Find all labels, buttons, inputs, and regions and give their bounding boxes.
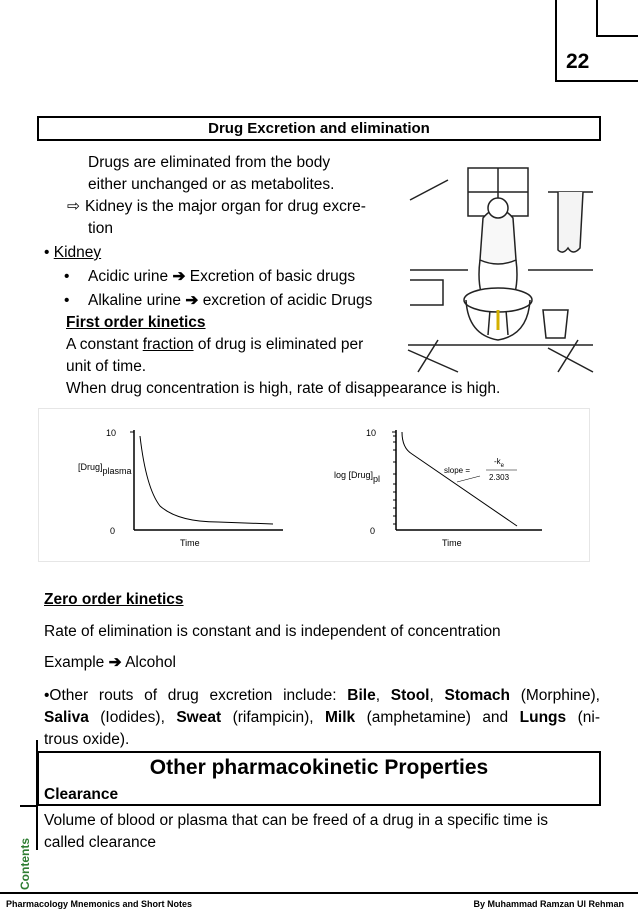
zero-order-line-1: Rate of elimination is constant and is independent of concentration [44,623,501,640]
intro-line-1: Drugs are eliminated from the body [88,154,331,171]
bullet-icon: • [64,292,70,309]
y-top-label: 10 [106,428,117,438]
zero-order-example: Example ➔ Alcohol [44,654,176,671]
first-order-heading: First order kinetics [66,314,206,331]
kidney-bullet-2: • Alkaline urine ➔ excretion of acidic Drugs [64,290,372,312]
slope-numerator: $-k_e$ [494,457,505,469]
right-arrow-outline-icon: ⇨ [67,198,80,215]
intro-line-2: either unchanged or as metabolites. [88,176,335,193]
page-number-frame [555,0,557,82]
footer-rule [0,892,638,894]
x-axis-label: Time [442,538,462,548]
slope-label: slope = [444,466,471,475]
page-number-frame-bottom [555,80,638,82]
footer-left-text: Pharmacology Mnemonics and Short Notes [6,899,193,909]
first-order-plasma-graph [68,418,308,558]
clearance-heading: Clearance [44,786,119,803]
first-order-line-1: A constant fraction of drug is eliminated per [66,336,364,353]
bold-right-arrow-icon: ➔ [185,292,199,309]
kidney-bullet-1: • Acidic urine ➔ Excretion of basic drugs [64,266,355,288]
first-order-line-2: unit of time. [66,358,147,375]
bullet-dot-icon: • [44,244,54,261]
clearance-line-1: Volume of blood or plasma that can be freed of a drug in a specific time is [44,812,549,829]
bullet-icon: • [64,268,70,285]
other-routes-line-3: trous oxide). [44,731,130,748]
clearance-line-2: called clearance [44,834,157,851]
toilet-cartoon-illustration [398,160,598,378]
first-order-line-3: When drug concentration is high, rate of disappearance is high. [66,380,501,397]
pk-section-title: Other pharmacokinetic Properties [149,756,489,779]
other-routes-line-1: •Other routs of drug excretion include: Bile, Stool, Stomach (Morphine), [44,687,600,704]
intro-arrow-line: ⇨ Kidney is the major organ for drug excre- [67,196,366,218]
y-top-label: 10 [366,428,377,438]
slope-guide [457,476,480,482]
y-axis-label: log [Drug]pl [334,470,381,484]
section-title: Drug Excretion and elimination [37,116,601,141]
y-axis-label: [Drug]plasma [78,462,132,476]
corner-frame-vertical [596,0,598,37]
footer-right-text: By Muhammad Ramzan Ul Rehman [473,899,624,909]
corner-frame-horizontal [596,35,638,37]
kidney-heading: • Kidney [44,244,102,261]
slope-denominator: 2.303 [489,473,510,482]
contents-tab-link[interactable]: Contents [18,838,32,890]
page-number: 22 [566,50,590,73]
bold-right-arrow-icon: ➔ [108,654,122,671]
zero-order-heading: Zero order kinetics [44,591,184,608]
y-bottom-label: 0 [110,526,116,536]
bold-right-arrow-icon: ➔ [172,268,186,285]
exponential-decay-curve [140,436,273,524]
first-order-log-graph [332,418,582,558]
intro-line-4: tion [88,220,113,237]
other-routes-line-2: Saliva (Iodides), Sweat (rifampicin), Milk (amphetamine) and Lungs (ni- [44,709,600,726]
x-axis-label: Time [180,538,200,548]
y-bottom-label: 0 [370,526,376,536]
